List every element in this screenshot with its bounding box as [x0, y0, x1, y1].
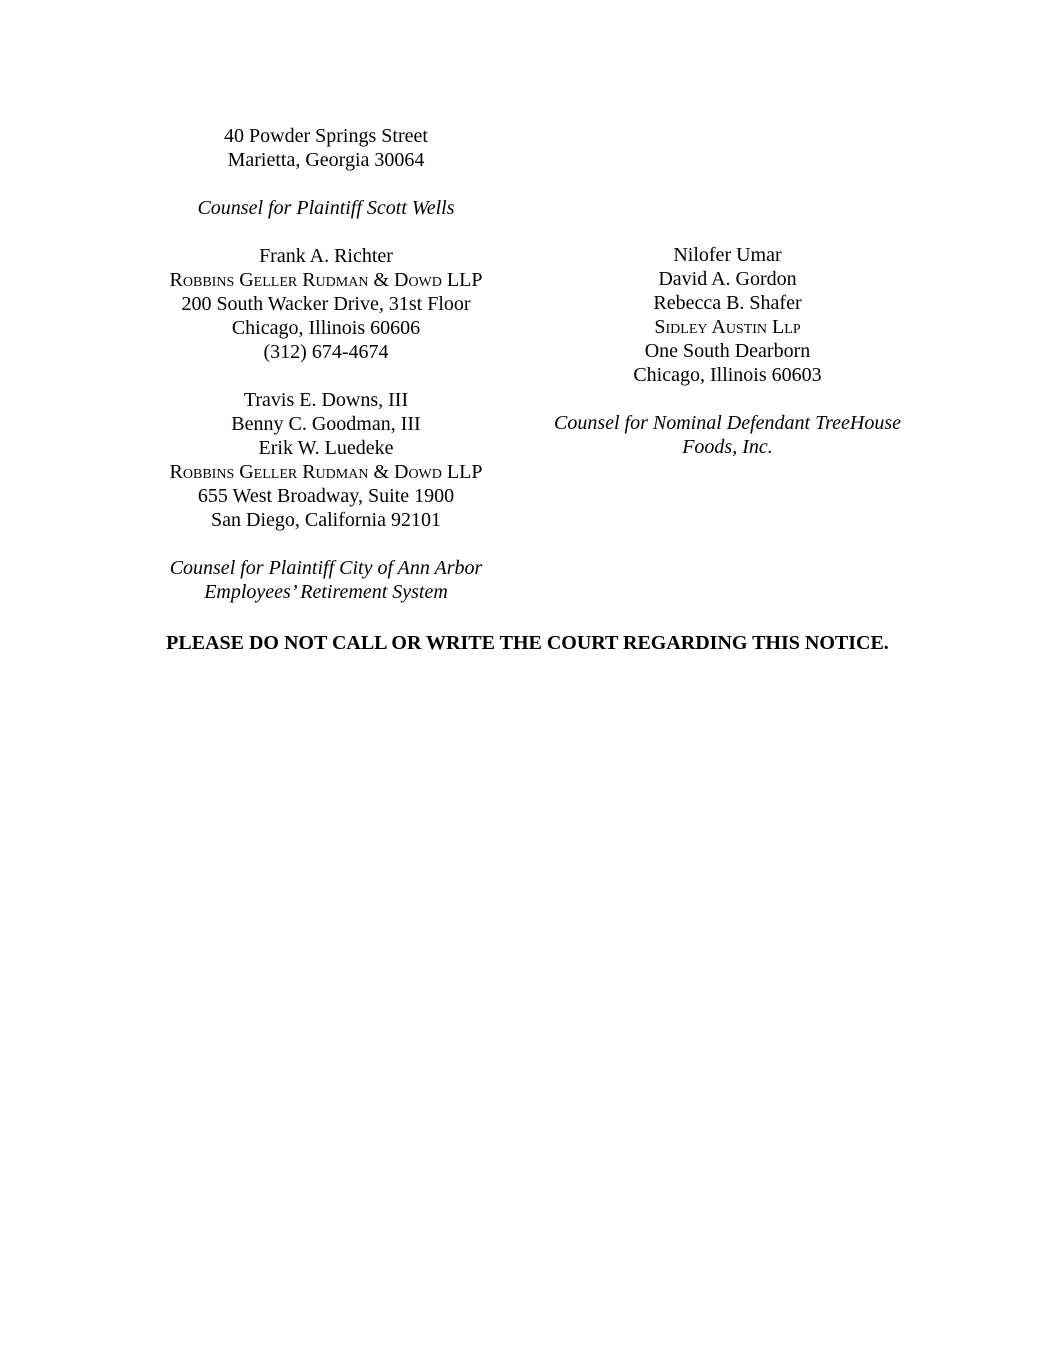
counsel-role: Foods, Inc. — [682, 436, 773, 458]
left-counsel-column — [110, 124, 542, 604]
attorney-name: Nilofer Umar — [673, 244, 782, 266]
law-firm-name: Robbins Geller Rudman & Dowd LLP — [169, 269, 483, 291]
attorney-name: Erik W. Luedeke — [258, 437, 394, 459]
counsel-role: Counsel for Plaintiff Scott Wells — [197, 197, 455, 219]
address-line: One South Dearborn — [644, 340, 811, 362]
spacer — [110, 172, 542, 196]
phone-number: (312) 674-4674 — [263, 341, 389, 363]
law-firm-name: Sidley Austin Llp — [654, 316, 801, 338]
address-line: Chicago, Illinois 60603 — [633, 364, 822, 386]
counsel-role: Counsel for Nominal Defendant TreeHouse — [553, 412, 902, 434]
attorney-name: Rebecca B. Shafer — [653, 292, 802, 314]
court-notice: PLEASE DO NOT CALL OR WRITE THE COURT REGARDING THIS NOTICE. — [166, 632, 889, 654]
attorney-name: David A. Gordon — [658, 268, 797, 290]
counsel-role: Employees’ Retirement System — [204, 581, 448, 603]
address-line: Chicago, Illinois 60606 — [231, 317, 421, 339]
attorney-name: Benny C. Goodman, III — [231, 413, 421, 435]
address-line: Marietta, Georgia 30064 — [227, 149, 425, 171]
spacer — [525, 387, 930, 411]
right-counsel-column — [525, 243, 930, 459]
address-line: 655 West Broadway, Suite 1900 — [197, 485, 455, 507]
spacer — [110, 364, 542, 388]
address-line: San Diego, California 92101 — [211, 509, 441, 531]
counsel-role: Counsel for Plaintiff City of Ann Arbor — [169, 557, 483, 579]
address-line: 200 South Wacker Drive, 31st Floor — [181, 293, 471, 315]
spacer — [110, 220, 542, 244]
law-firm-name: Robbins Geller Rudman & Dowd LLP — [169, 461, 483, 483]
address-line: 40 Powder Springs Street — [224, 125, 428, 147]
spacer — [110, 532, 542, 556]
attorney-name: Travis E. Downs, III — [243, 389, 409, 411]
attorney-name: Frank A. Richter — [259, 245, 393, 267]
